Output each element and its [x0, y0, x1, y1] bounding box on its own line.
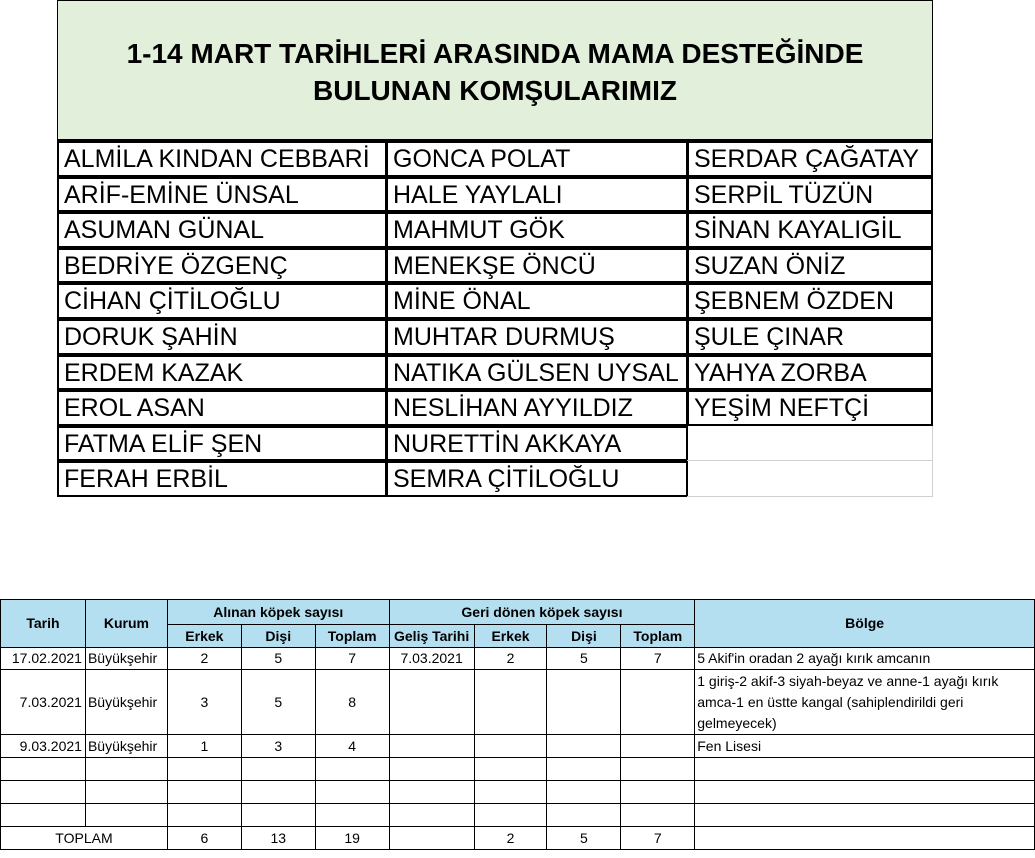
cell-erkek: 3	[167, 670, 241, 735]
name-cell: YAHYA ZORBA	[687, 355, 933, 391]
cell-tarih: 9.03.2021	[1, 735, 86, 758]
name-cell: ARİF-EMİNE ÜNSAL	[57, 177, 387, 213]
total-erkek: 6	[167, 827, 241, 850]
cell-kurum: Büyükşehir	[85, 648, 167, 670]
name-cell: ALMİLA KINDAN CEBBARİ	[57, 141, 387, 177]
cell-toplam: 8	[315, 670, 389, 735]
names-sheet	[57, 0, 935, 502]
name-cell: NURETTİN AKKAYA	[386, 426, 688, 462]
total-g-erkek: 2	[474, 827, 547, 850]
cell-toplam: 7	[315, 648, 389, 670]
col-header-kurum: Kurum	[85, 600, 167, 648]
total-toplam: 19	[315, 827, 389, 850]
dog-table	[0, 599, 1035, 850]
name-cell: DORUK ŞAHİN	[57, 319, 387, 355]
cell-g-erkek	[474, 735, 547, 758]
cell-g-disi	[547, 670, 621, 735]
col-header-g-toplam: Toplam	[621, 625, 695, 648]
name-cell: HALE YAYLALI	[386, 177, 688, 213]
total-disi: 13	[241, 827, 315, 850]
name-cell: GONCA POLAT	[386, 141, 688, 177]
cell-gelis	[389, 735, 474, 758]
cell-g-toplam	[621, 670, 695, 735]
col-header-geri-donen: Geri dönen köpek sayısı	[389, 600, 695, 625]
cell-tarih: 17.02.2021	[1, 648, 86, 670]
empty-cell	[687, 461, 933, 497]
cell-erkek: 2	[167, 648, 241, 670]
sheet-title-text: 1-14 MART TARİHLERİ ARASINDA MAMA DESTEĞİNDE BULUNAN KOMŞULARIMIZ	[126, 38, 864, 106]
name-cell: SERDAR ÇAĞATAY	[687, 141, 933, 177]
name-cell: SUZAN ÖNİZ	[687, 248, 933, 284]
name-cell: BEDRİYE ÖZGENÇ	[57, 248, 387, 284]
name-cell: SİNAN KAYALIGİL	[687, 212, 933, 248]
name-cell: MUHTAR DURMUŞ	[386, 319, 688, 355]
cell-bolge: 5 Akif'in oradan 2 ayağı kırık amcanın	[695, 648, 1035, 670]
table-row	[1, 670, 1035, 735]
col-header-gelis-tarihi: Geliş Tarihi	[389, 625, 474, 648]
total-g-toplam: 7	[621, 827, 695, 850]
total-g-disi: 5	[547, 827, 621, 850]
name-cell: ASUMAN GÜNAL	[57, 212, 387, 248]
col-header-g-disi: Dişi	[547, 625, 621, 648]
cell-disi: 5	[241, 670, 315, 735]
empty-row	[1, 758, 1035, 781]
name-cell: ŞEBNEM ÖZDEN	[687, 283, 933, 319]
col-header-tarih: Tarih	[1, 600, 86, 648]
cell-toplam: 4	[315, 735, 389, 758]
name-cell: ŞULE ÇINAR	[687, 319, 933, 355]
name-cell: MİNE ÖNAL	[386, 283, 688, 319]
cell-g-toplam: 7	[621, 648, 695, 670]
cell-g-disi: 5	[547, 648, 621, 670]
cell-bolge: 1 giriş-2 akif-3 siyah-beyaz ve anne-1 ayağı kırık amca-1 en üstte kangal (sahiplendirildi geri gelmeyecek)	[695, 670, 1035, 735]
empty-row	[1, 781, 1035, 804]
name-cell: CİHAN ÇİTİLOĞLU	[57, 283, 387, 319]
total-bolge	[695, 827, 1035, 850]
total-row	[1, 827, 1035, 850]
name-cell: ERDEM KAZAK	[57, 355, 387, 391]
name-cell: FATMA ELİF ŞEN	[57, 426, 387, 462]
col-header-g-erkek: Erkek	[474, 625, 547, 648]
cell-erkek: 1	[167, 735, 241, 758]
col-header-toplam: Toplam	[315, 625, 389, 648]
total-label: TOPLAM	[1, 827, 168, 850]
name-cell: MAHMUT GÖK	[386, 212, 688, 248]
name-cell: FERAH ERBİL	[57, 461, 387, 497]
cell-disi: 5	[241, 648, 315, 670]
cell-g-erkek: 2	[474, 648, 547, 670]
cell-g-disi	[547, 735, 621, 758]
name-cell: EROL ASAN	[57, 390, 387, 426]
col-header-bolge: Bölge	[695, 600, 1035, 648]
name-cell: SERPİL TÜZÜN	[687, 177, 933, 213]
table-row	[1, 735, 1035, 758]
cell-disi: 3	[241, 735, 315, 758]
name-cell: YEŞİM NEFTÇİ	[687, 390, 933, 426]
name-cell: NATIKA GÜLSEN UYSAL	[386, 355, 688, 391]
cell-gelis: 7.03.2021	[389, 648, 474, 670]
cell-bolge: Fen Lisesi	[695, 735, 1035, 758]
name-cell: MENEKŞE ÖNCÜ	[386, 248, 688, 284]
col-header-alinan: Alınan köpek sayısı	[167, 600, 389, 625]
cell-g-toplam	[621, 735, 695, 758]
cell-kurum: Büyükşehir	[85, 670, 167, 735]
name-cell: SEMRA ÇİTİLOĞLU	[386, 461, 688, 497]
empty-row	[1, 804, 1035, 827]
header-row-1	[1, 600, 1035, 625]
sheet-title	[57, 0, 933, 141]
total-gelis	[389, 827, 474, 850]
cell-gelis	[389, 670, 474, 735]
table-row	[1, 648, 1035, 670]
col-header-erkek: Erkek	[167, 625, 241, 648]
col-header-disi: Dişi	[241, 625, 315, 648]
cell-kurum: Büyükşehir	[85, 735, 167, 758]
name-cell: NESLİHAN AYYILDIZ	[386, 390, 688, 426]
empty-cell	[687, 426, 933, 462]
cell-g-erkek	[474, 670, 547, 735]
cell-tarih: 7.03.2021	[1, 670, 86, 735]
